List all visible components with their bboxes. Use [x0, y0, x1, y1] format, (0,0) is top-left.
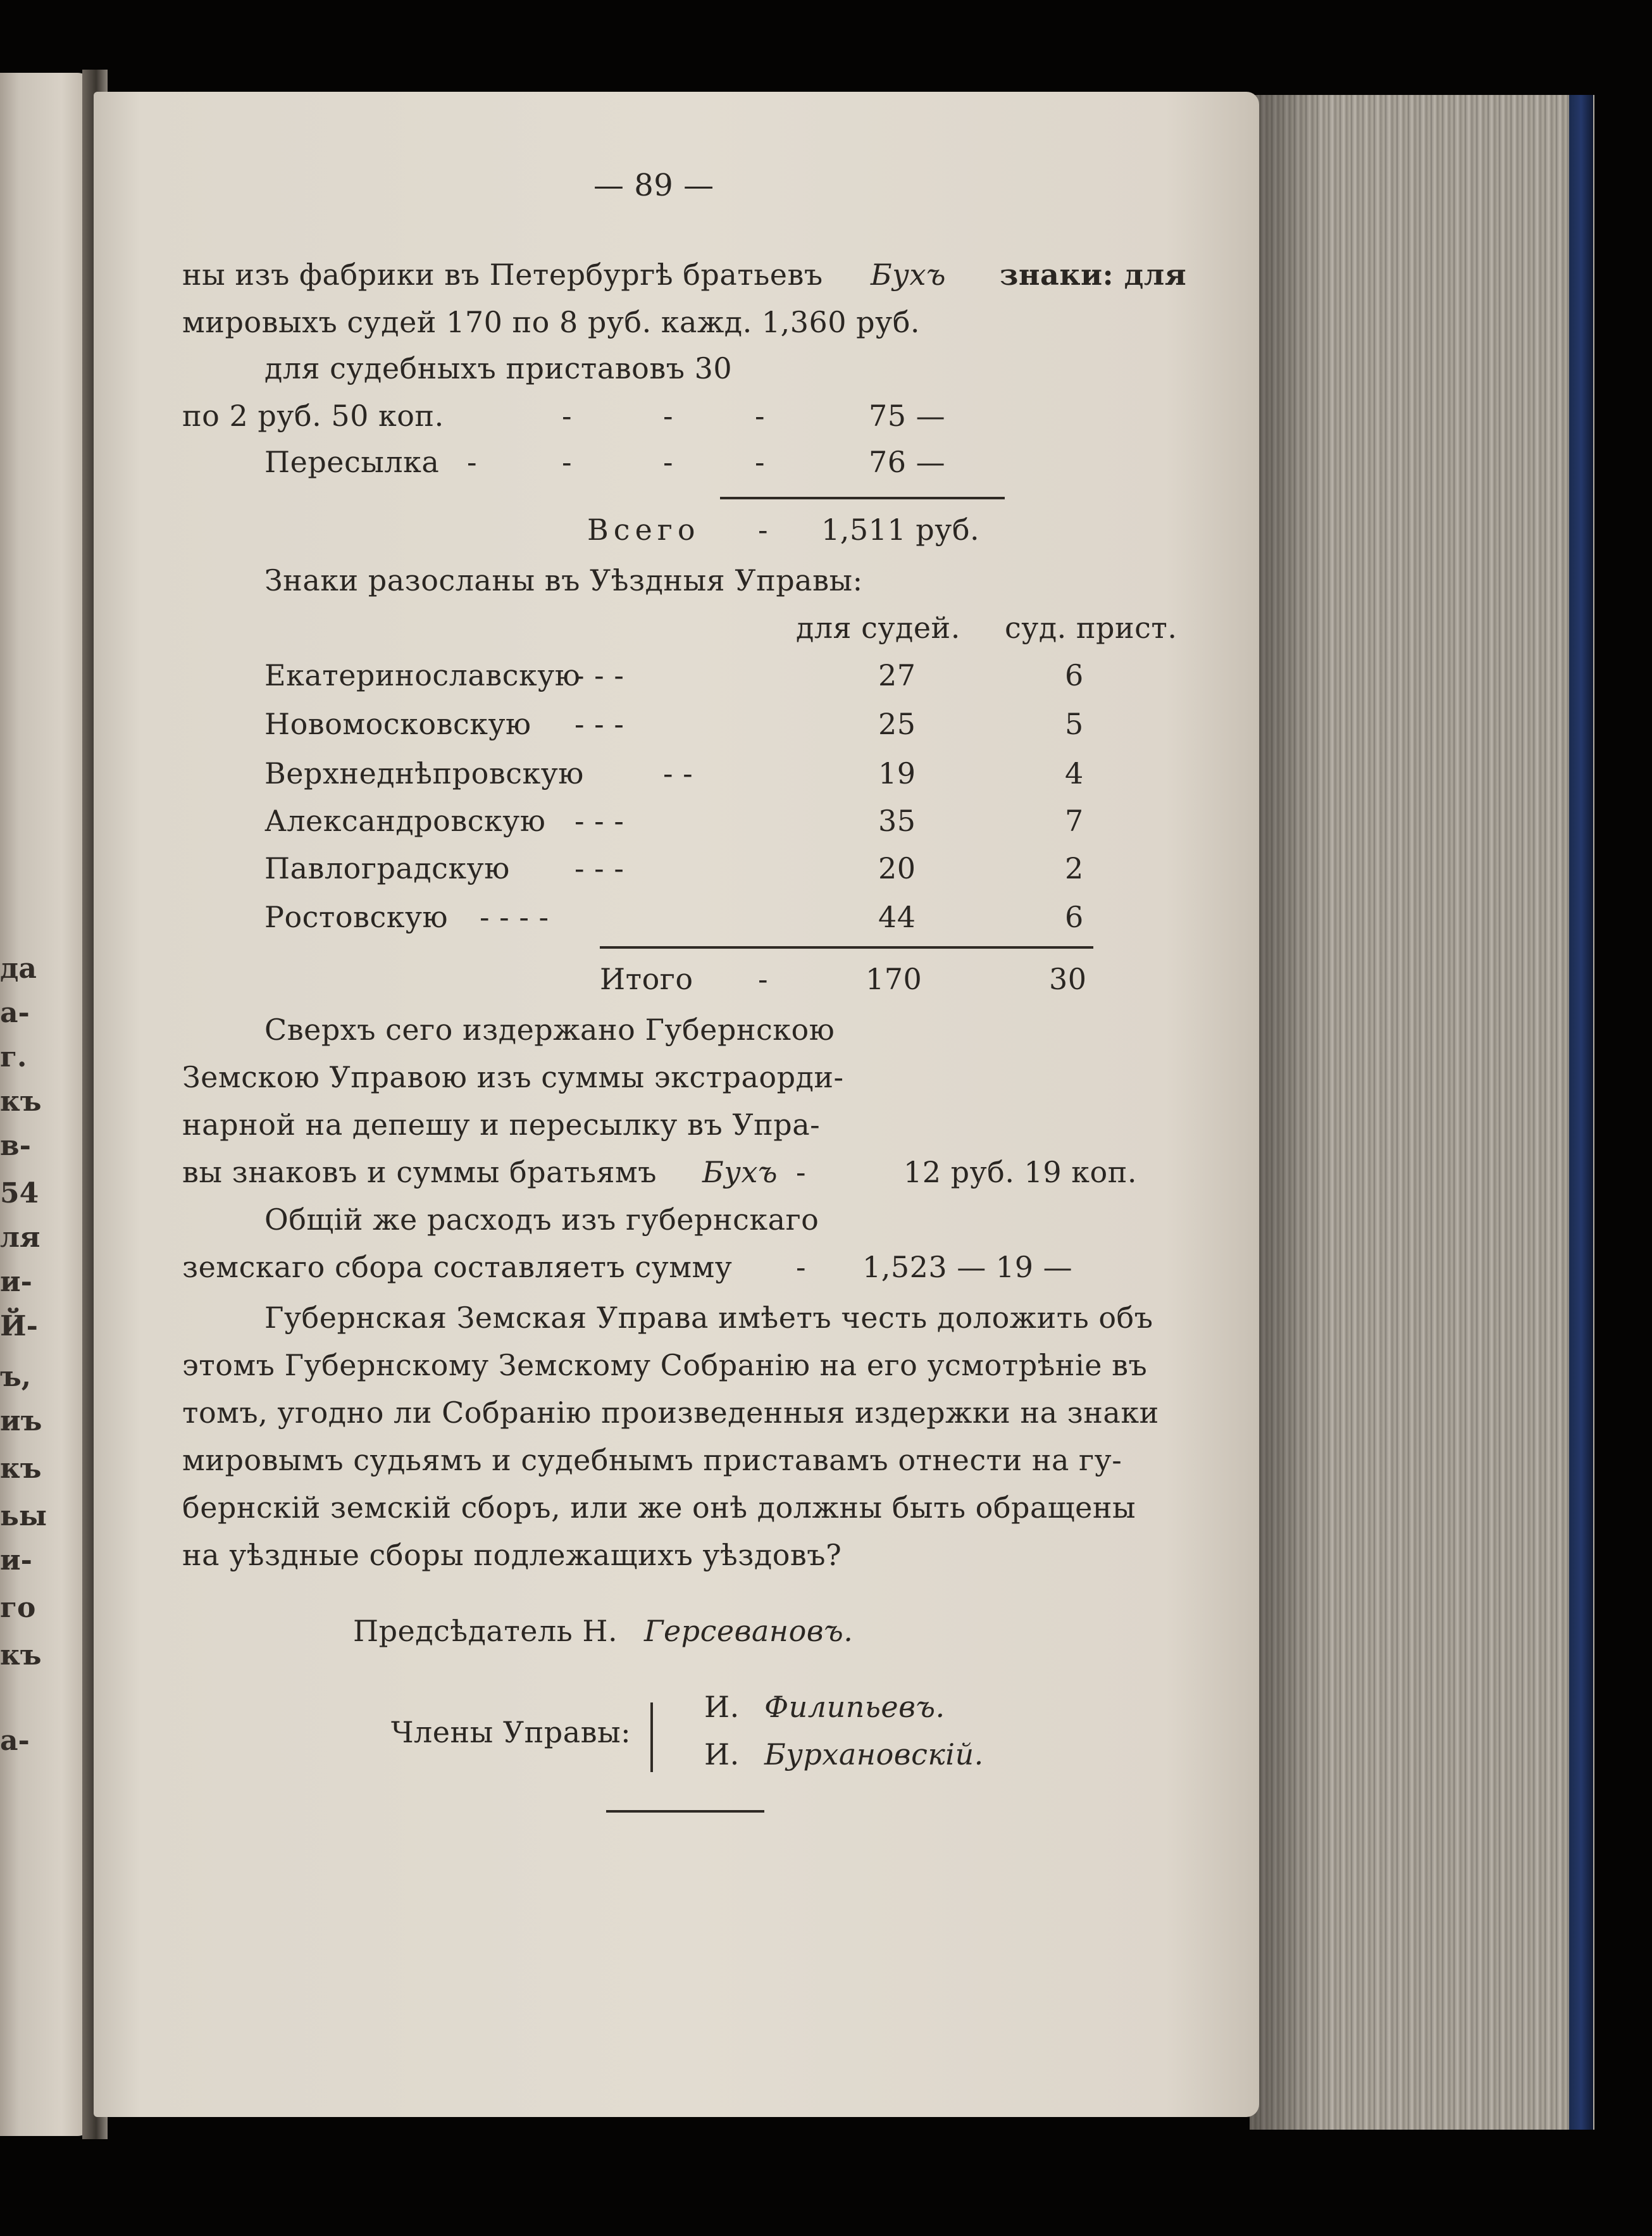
- closing-rule: [606, 1810, 764, 1813]
- intro-line-4-value: 75 —: [869, 399, 946, 433]
- conclusion-line: этомъ Губернскому Земскому Собранію на его усмотрѣніе въ: [182, 1348, 1148, 1382]
- left-page-fragment: ля: [0, 1221, 40, 1254]
- intro-line-1a: ны изъ фабрики въ Петербургѣ братьевъ: [182, 258, 823, 292]
- bailiffs-count: 4: [1065, 756, 1084, 790]
- left-page-fragment: къ: [0, 1639, 42, 1671]
- row-dashes: - - -: [574, 707, 624, 741]
- dash: -: [663, 399, 674, 433]
- intro-line-1-name: Бухъ: [871, 258, 947, 292]
- member-1-initial: И.: [704, 1690, 740, 1724]
- dash: -: [467, 445, 478, 479]
- district-name: Ростовскую: [264, 900, 449, 934]
- member-1-name: Филипьевъ.: [764, 1690, 945, 1724]
- dash: -: [562, 445, 573, 479]
- conclusion-line: мировымъ судьямъ и судебнымъ приставамъ отнести на гу-: [182, 1443, 1122, 1477]
- total-label: Всего: [587, 513, 700, 547]
- dash: -: [796, 1155, 807, 1189]
- judges-count: 20: [878, 851, 916, 885]
- left-page-fragment: къ: [0, 1452, 42, 1485]
- left-page-fragment: ъ,: [0, 1361, 32, 1393]
- extra-line-4: вы знаковъ и суммы братьямъ: [182, 1155, 657, 1189]
- left-page-fragment: го: [0, 1592, 36, 1624]
- dash: -: [796, 1250, 807, 1284]
- conclusion-line: томъ, угодно ли Собранію произведенныя издержки на знаки: [182, 1396, 1159, 1430]
- dash: -: [663, 445, 674, 479]
- row-dashes: - - -: [574, 658, 624, 692]
- left-page-fragment: Й-: [0, 1310, 38, 1342]
- left-page-fragment: ьы: [0, 1500, 47, 1532]
- left-page-fragment: къ: [0, 1085, 42, 1118]
- dash: -: [755, 445, 766, 479]
- conclusion-line: Губернская Земская Управа имѣетъ честь доложить объ: [264, 1301, 1153, 1335]
- total-dash: -: [758, 513, 769, 547]
- left-page-fragment: иъ: [0, 1405, 42, 1437]
- intro-line-2: мировыхъ судей 170 по 8 руб. кажд. 1,360 руб.: [182, 305, 921, 339]
- intro-line-4-label: по 2 руб. 50 коп.: [182, 399, 444, 433]
- judges-count: 27: [878, 658, 916, 692]
- left-page-fragment: 54: [0, 1177, 39, 1209]
- bailiffs-count: 5: [1065, 707, 1084, 741]
- book-cover-edge: [1569, 95, 1593, 2130]
- left-page-fragment: а-: [0, 1725, 30, 1757]
- distribution-heading: Знаки разосланы въ Уѣздныя Управы:: [264, 563, 863, 597]
- row-dashes: - -: [663, 756, 693, 790]
- grand-total-dash: -: [758, 962, 769, 996]
- member-2-name: Бурхановскій.: [764, 1737, 984, 1771]
- left-page-fragment: да: [0, 952, 37, 985]
- row-dashes: - - - -: [480, 900, 549, 934]
- members-label: Члены Управы:: [391, 1715, 631, 1749]
- judges-count: 35: [878, 804, 916, 838]
- grand-total-bailiffs: 30: [1049, 962, 1087, 996]
- members-brace: [650, 1702, 653, 1772]
- judges-count: 25: [878, 707, 916, 741]
- extra-line-6: земскаго сбора составляетъ сумму: [182, 1250, 733, 1284]
- left-page-fragment: а-: [0, 997, 30, 1029]
- left-page-fragment: в-: [0, 1130, 31, 1162]
- extra-line-5: Общій же расходъ изъ губернскаго: [264, 1202, 819, 1237]
- column-header-bailiffs: суд. прист.: [1005, 611, 1177, 645]
- district-name: Александровскую: [264, 804, 546, 838]
- left-page-fragment: и-: [0, 1544, 32, 1577]
- member-2-initial: И.: [704, 1737, 740, 1771]
- district-name: Новомосковскую: [264, 707, 531, 741]
- left-page-fragment: и-: [0, 1266, 32, 1298]
- extra-amount: 12 руб. 19 коп.: [904, 1155, 1137, 1189]
- table-total-rule: [600, 946, 1093, 949]
- row-dashes: - - -: [574, 804, 624, 838]
- conclusion-line: на уѣздные сборы подлежащихъ уѣздовъ?: [182, 1538, 842, 1572]
- bailiffs-count: 2: [1065, 851, 1084, 885]
- total-expense: 1,523 — 19 —: [862, 1250, 1073, 1284]
- district-name: Екатеринославскую: [264, 658, 581, 692]
- left-facing-page: [0, 73, 95, 2136]
- intro-line-5-value: 76 —: [869, 445, 946, 479]
- chair-name: Герсевановъ.: [644, 1614, 854, 1648]
- page-edge-shadow: [1250, 95, 1326, 2130]
- row-dashes: - - -: [574, 851, 624, 885]
- dash: -: [755, 399, 766, 433]
- judges-count: 19: [878, 756, 916, 790]
- bailiffs-count: 7: [1065, 804, 1084, 838]
- left-page-fragment: г.: [0, 1041, 27, 1073]
- extra-line-3: нарной на депешу и пересылку въ Упра-: [182, 1108, 821, 1142]
- extra-line-4-name: Бухъ: [702, 1155, 778, 1189]
- grand-total-judges: 170: [866, 962, 922, 996]
- chair-label: Предсѣдатель Н.: [353, 1614, 618, 1648]
- extra-line-1: Сверхъ сего издержано Губернскою: [264, 1013, 835, 1047]
- bailiffs-count: 6: [1065, 658, 1084, 692]
- book-page: [94, 92, 1259, 2117]
- conclusion-line: бернскій земскій сборъ, или же онѣ должны быть обращены: [182, 1490, 1136, 1525]
- intro-line-3: для судебныхъ приставовъ 30: [264, 351, 733, 385]
- page-number: — 89 —: [593, 168, 714, 203]
- grand-total-label: Итого: [600, 962, 693, 996]
- dash: -: [562, 399, 573, 433]
- district-name: Верхнеднѣпровскую: [264, 756, 584, 790]
- judges-count: 44: [878, 900, 916, 934]
- total-value: 1,511 руб.: [821, 513, 980, 547]
- intro-line-1b: знаки: для: [1000, 258, 1187, 292]
- bailiffs-count: 6: [1065, 900, 1084, 934]
- district-name: Павлоградскую: [264, 851, 510, 885]
- extra-line-2: Земскою Управою изъ суммы экстраорди-: [182, 1060, 844, 1094]
- column-header-judges: для судей.: [796, 611, 960, 645]
- intro-line-5-label: Пересылка: [264, 445, 440, 479]
- sum-rule: [720, 497, 1005, 499]
